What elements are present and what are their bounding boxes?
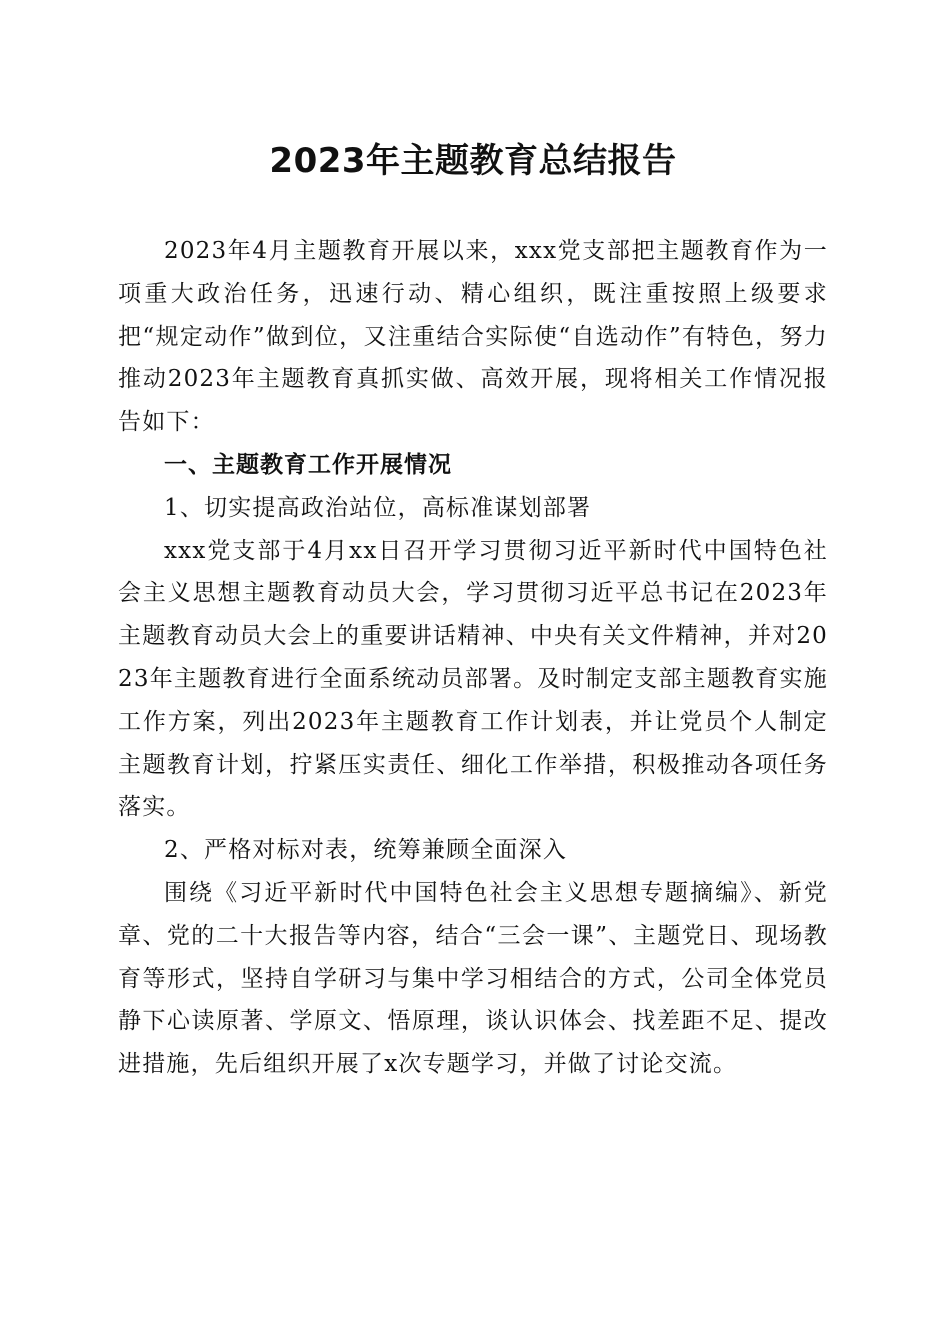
subsection-1-paragraph: xxx党支部于4月xx日召开学习贯彻习近平新时代中国特色社会主义思想主题教育动员大会，学习贯彻习近平总书记在2023年主题教育动员大会上的重要讲话精神、中央有关文件精神，并对2023年主题教育进行全面系统动员部署。及时制定支部主题教育实施工作方案，列出2023年主题教育工作计划表，并让党员个人制定主题教育计划，拧紧压实责任、细化工作举措，积极推动各项任务落实。 (118, 537, 828, 821)
subsection-heading-2: 2、严格对标对表，统筹兼顾全面深入 (164, 837, 568, 864)
intro-paragraph: 2023年4月主题教育开展以来，xxx党支部把主题教育作为一项重大政治任务，迅速行动、精心组织，既注重按照上级要求把“规定动作”做到位，又注重结合实际使“自选动作”有特色，努力推动2023年主题教育真抓实做、高效开展，现将相关工作情况报告如下： (118, 238, 828, 436)
document-body (118, 230, 828, 1086)
document-title: 2023年主题教育总结报告 (269, 141, 677, 181)
subsection-heading-1: 1、切实提高政治站位，高标准谋划部署 (164, 494, 592, 521)
subsection-2-paragraph: 围绕《习近平新时代中国特色社会主义思想专题摘编》、新党章、党的二十大报告等内容，结合“三会一课”、主题党日、现场教育等形式，坚持自学研习与集中学习相结合的方式，公司全体党员静下心读原著、学原文、悟原理，谈认识体会、找差距不足、提改进措施，先后组织开展了x次专题学习，并做了讨论交流。 (118, 879, 828, 1078)
section-heading-1: 一、主题教育工作开展情况 (164, 451, 452, 478)
document-content (118, 138, 828, 1086)
